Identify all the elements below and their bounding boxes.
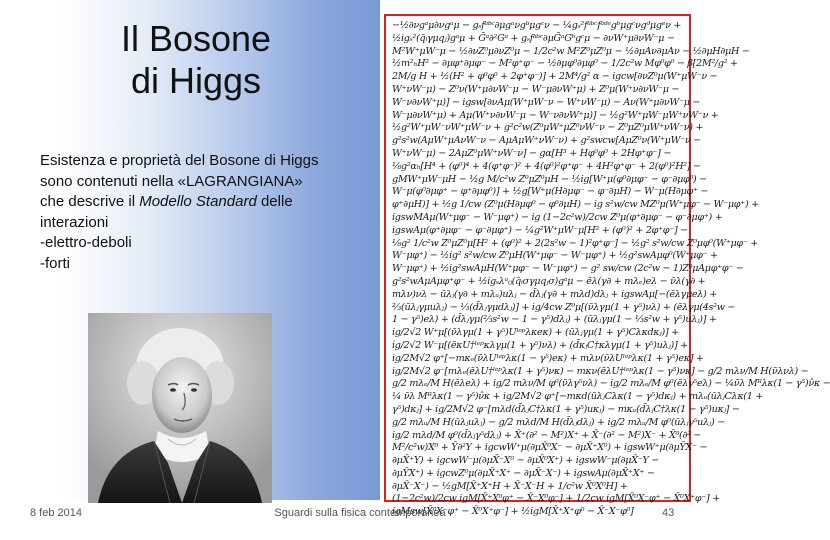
- lagrangian-line: igMsw[X̄⁰X⁻φ⁺ − X̄⁰X⁺φ⁻] + ½igM[X̄⁺X⁺φ⁰ − X̄⁻X⁻φ⁰]: [392, 506, 634, 518]
- body-line: -forti: [40, 254, 70, 272]
- lagrangian-line: ig/2√2 W⁺μ[(ν̄λγμ(1 + γ⁵)Uˡᵉᵖλκeκ) + (ūλⱼγμ(1 + γ⁵)Cλκdκⱼ)] +: [392, 327, 679, 339]
- lagrangian-line: ig/2√2 W⁻μ[(ēκU†ˡᵉᵖκλγμ(1 + γ⁵)νλ) + (d̄κⱼC†κλγμ(1 + γ⁵)uλⱼ)] +: [392, 339, 688, 351]
- lagrangian-line: ∂μȲX⁺) + igcwZ⁰μ(∂μX̄⁺X⁺ − ∂μX̄⁻X⁻) + igswAμ(∂μX̄⁺X⁺ −: [392, 467, 655, 479]
- lagrangian-line: 1 − γ⁵)eλ) + (d̄λⱼγμ(⅔s²w − 1 − γ⁵)dλⱼ) + (ūλⱼγμ(1 − ⅟₃s²w + γ⁵)uλⱼ)] +: [392, 314, 717, 326]
- lagrangian-line: W⁻μ∂νW⁺μ) + Aμ(W⁺ν∂νW⁻μ − W⁻ν∂νW⁺μ)] − ½g²W⁺μW⁻μW⁺νW⁻ν +: [392, 109, 719, 121]
- footer-title: Sguardi sulla fisica contemporanea: [274, 507, 446, 519]
- lagrangian-line: ½igₛ²(q̄ᵢγμqⱼ)gᵃμ + Ḡᵃ∂²Gᵃ + gₛfᵃᵇᶜ∂μḠᵃGᵇgᶜμ − ∂νW⁺μ∂νW⁻μ −: [392, 32, 675, 44]
- lagrangian-line: g²s²w(AμW⁺μAνW⁻ν − AμAμW⁺νW⁻ν) + g²swcw[AμZ⁰ν(W⁺μW⁻ν −: [392, 135, 701, 147]
- footer-date: 8 feb 2014: [30, 507, 82, 519]
- lagrangian-line: W⁺νW⁻μ) − Z⁰ν(W⁺μ∂νW⁻μ − W⁻μ∂νW⁺μ) + Z⁰μ(W⁺ν∂νW⁻μ −: [392, 83, 680, 95]
- lagrangian-line: (1−2c²w)/2cw igM[X̄⁺X⁰φ⁺ − X̄⁻X⁰φ⁻] + 1/2cw igM[X̄⁰X⁻φ⁺ − X̄⁰X⁺φ⁻] +: [392, 493, 720, 505]
- lagrangian-line: ig/2M√2 φ⁺[−mκₑ(ν̄λUˡᵉᵖλκ(1 − γ⁵)eκ) + mλν(ν̄λUˡᵉᵖλκ(1 + γ⁵)eκ] +: [392, 352, 704, 364]
- lagrangian-line: ½g²W⁺μW⁻νW⁺μW⁻ν + g²c²w(Z⁰μW⁺μZ⁰νW⁻ν − Z⁰μZ⁰μW⁺νW⁻ν) +: [392, 122, 704, 134]
- title-line-2: di Higgs: [130, 60, 262, 101]
- lagrangian-line: ∂μX̄⁺Y) + igcwW⁻μ(∂μX̄⁻X⁰ − ∂μX̄⁰X⁺) + igswW⁻μ(∂μX̄⁻Y −: [392, 455, 660, 467]
- modello-standard-emphasis: Modello Standard: [139, 193, 257, 210]
- lagrangian-line: ⅔(ūλⱼγμuλⱼ) − ⅓(d̄λⱼγμdλⱼ)] + ig/4cw Z⁰μ[(ν̄λγμ(1 + γ⁵)νλ) + (ēλγμ(4s²w −: [392, 301, 736, 313]
- lagrangian-line: g/2 mλᵤ/M H(ūλⱼuλⱼ) − g/2 mλd/M H(d̄λⱼdλⱼ) + ig/2 mλᵤ/M φ⁰(ūλⱼγ⁵uλⱼ) −: [392, 416, 725, 428]
- lagrangian-line: −½∂νgᵃμ∂νgᵃμ − gₛfᵃᵇᶜ∂μgᵃνgᵇμgᶜν − ¼gₛ²fᵃᵇᶜfᵃᵈᵉgᵇμgᶜνgᵈμgᵉν +: [392, 20, 682, 31]
- lagrangian-equation-text: [392, 20, 830, 519]
- body-line: sono contenuti nella «LAGRANGIANA»: [40, 172, 303, 190]
- lagrangian-line: g/2 mλₑ/M H(ēλeλ) + ig/2 mλν/M φ⁰(ν̄λγ⁵νλ) − ig/2 mλₑ/M φ⁰(ēλγ⁵eλ) − ¼ν̄λ Mᴿλκ(1 − γ⁵)ν̂κ −: [392, 378, 830, 390]
- lagrangian-line: ¼ ν̄λ Mᴿλκ(1 − γ⁵)ν̂κ + ig/2M√2 φ⁺[−mκd(ūλⱼCλκ(1 − γ⁵)dκⱼ) + mλᵤ(ūλⱼCλκ(1 +: [392, 391, 764, 403]
- lagrangian-line: ig/2M√2 φ⁻[mλₑ(ēλU†ˡᵉᵖλκ(1 + γ⁵)νκ) − mκν(ēλU†ˡᵉᵖλκ(1 − γ⁵)νκ] − g/2 mλν/M H(ν̄λνλ) −: [392, 365, 809, 377]
- lagrangian-line: M²/c²w)X⁰ + Ȳ∂²Y + igcwW⁺μ(∂μX̄⁰X⁻ − ∂μX̄⁺X⁰) + igswW⁺μ(∂μȲX⁻ −: [392, 442, 708, 454]
- body-line: Esistenza e proprietà del Bosone di Higgs: [40, 152, 319, 169]
- lagrangian-line: φ⁺∂μH)] + ½g 1/cw (Z⁰μ(H∂μφ⁰ − φ⁰∂μH) − ig s²w/cw MZ⁰μ(W⁺μφ⁻ − W⁻μφ⁺) +: [392, 199, 759, 211]
- lagrangian-line: W⁻μφ⁺) − ½ig² s²w/cw Z⁰μH(W⁺μφ⁻ − W⁻μφ⁺) + ½g²swAμφ⁰(W⁺μφ⁻ +: [392, 250, 718, 262]
- lagrangian-line: ∂μX̄⁻X⁻) − ½gM[X̄⁺X⁺H + X̄⁻X⁻H + 1/c²w X̄⁰X⁰H] +: [392, 480, 628, 492]
- lagrangian-line: ig/2 mλd/M φ⁰(d̄λⱼγ⁵dλⱼ) + X̄⁺(∂² − M²)X⁺ + X̄⁻(∂² − M²)X⁻ + X̄⁰(∂² −: [392, 429, 702, 441]
- lagrangian-line: M²W⁺μW⁻μ − ½∂νZ⁰μ∂νZ⁰μ − 1/2c²w M²Z⁰μZ⁰μ − ½∂μAν∂μAν − ½∂μH∂μH −: [392, 45, 750, 57]
- body-line-part: delle: [256, 193, 293, 210]
- slide-title: [96, 18, 296, 102]
- portrait-engraving-icon: [88, 313, 272, 503]
- lagrangian-line: W⁺νW⁻μ) − 2AμZ⁰μW⁺νW⁻ν] − gα[H³ + Hφ⁰φ⁰ + 2Hφ⁺φ⁻] −: [392, 147, 672, 159]
- body-line: [40, 192, 360, 213]
- title-line-1: Il Bosone: [120, 18, 272, 59]
- lagrangian-line: ⅛g²αₕ[H⁴ + (φ⁰)⁴ + 4(φ⁺φ⁻)² + 4(φ⁰)²φ⁺φ⁻ + 4H²φ⁺φ⁻ + 2(φ⁰)²H²] −: [392, 160, 701, 172]
- body-line: -elettro-deboli: [40, 234, 132, 251]
- lagrangian-line: ⅛g² 1/c²w Z⁰μZ⁰μ[H² + (φ⁰)² + 2(2s²w − 1)²φ⁺φ⁻] − ½g² s²w/cw Z⁰μφ⁰(W⁺μφ⁻ +: [392, 237, 759, 249]
- lagrangian-line: gMW⁺μW⁻μH − ½g M/c²w Z⁰μZ⁰μH − ½ig[W⁺μ(φ⁰∂μφ⁻ − φ⁻∂μφ⁰) −: [392, 173, 707, 185]
- lagrangian-line: igswMAμ(W⁺μφ⁻ − W⁻μφ⁺) − ig (1−2c²w)/2cw Z⁰μ(φ⁺∂μφ⁻ − φ⁻∂μφ⁺) +: [392, 211, 723, 223]
- lagrangian-line: g²s²wAμAμφ⁺φ⁻ + ½igₛλᵃᵢⱼ(q̄ᵢσγμqⱼσ)gᵃμ − ēλ(γ∂ + mλₑ)eλ − ν̄λ(γ∂ +: [392, 275, 706, 287]
- lagrangian-line: mλν)νλ − ūλⱼ(γ∂ + mλᵤ)uλⱼ − d̄λⱼ(γ∂ + mλd)dλⱼ + igswAμ[−(ēλγμeλ) +: [392, 288, 717, 300]
- lagrangian-line: igswAμ(φ⁺∂μφ⁻ − φ⁻∂μφ⁺) − ¼g²W⁺μW⁻μ[H² + (φ⁰)² + 2φ⁺φ⁻] −: [392, 224, 688, 236]
- lagrangian-line: W⁻μφ⁺) + ½ig²swAμH(W⁺μφ⁻ − W⁻μφ⁺) − g² sw/cw (2c²w − 1)Z⁰μAμφ⁺φ⁻ −: [392, 263, 744, 275]
- lagrangian-line: 2M/g H + ½(H² + φ⁰φ⁰ + 2φ⁺φ⁻)] + 2M⁴/g² α − igcw[∂νZ⁰μ(W⁺μW⁻ν −: [392, 71, 718, 83]
- page-number: 43: [662, 507, 675, 519]
- lagrangian-line: γ⁵)dκⱼ] + ig/2M√2 φ⁻[mλd(d̄λⱼC†λκ(1 + γ⁵)uκⱼ) − mκᵤ(d̄λⱼC†λκ(1 − γ⁵)uκⱼ] −: [392, 403, 740, 415]
- lagrangian-line: ½m²ₕH² − ∂μφ⁺∂μφ⁻ − M²φ⁺φ⁻ − ½∂μφ⁰∂μφ⁰ − 1/2c²w Mφ⁰φ⁰ − β[2M²/g² +: [392, 58, 738, 70]
- portrait-image: [88, 313, 272, 503]
- lagrangian-line: W⁻ν∂νW⁺μ)] − igsw[∂νAμ(W⁺μW⁻ν − W⁺νW⁻μ) − Aν(W⁺μ∂νW⁻μ −: [392, 96, 701, 108]
- body-line: interazioni: [40, 213, 109, 231]
- lagrangian-line: W⁻μ(φ⁰∂μφ⁺ − φ⁺∂μφ⁰)] + ½g[W⁺μ(H∂μφ⁻ − φ⁻∂μH) − W⁻μ(H∂μφ⁺ −: [392, 186, 709, 198]
- body-text: [40, 151, 360, 274]
- body-line-part: che descrive il: [40, 193, 140, 210]
